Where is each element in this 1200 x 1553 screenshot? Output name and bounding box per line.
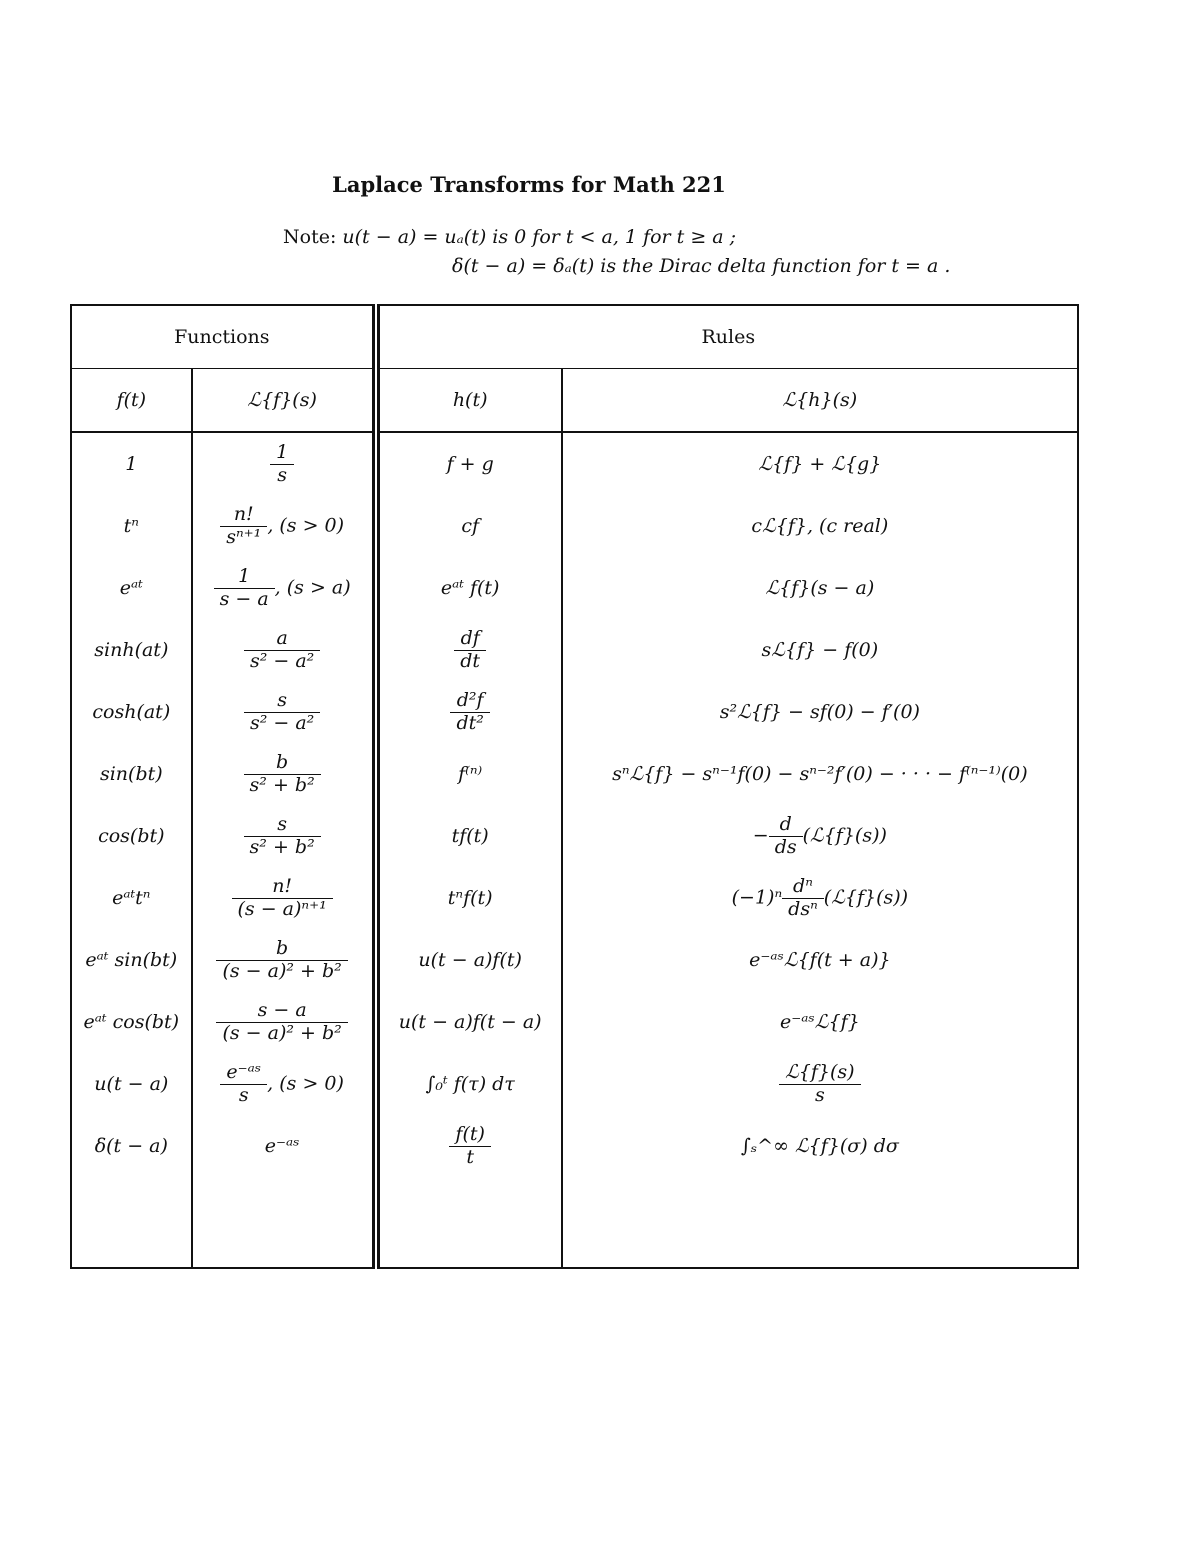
filler-cell	[562, 1177, 1078, 1268]
col-header-h: h(t)	[376, 369, 562, 433]
cell-lf-fraction	[244, 814, 321, 859]
header-functions: Functions	[71, 305, 376, 369]
cell-lh	[562, 867, 1078, 929]
cell-lh: ∫ₛ^∞ ℒ{f}(σ) dσ	[562, 1115, 1078, 1177]
cell-lf-numerator: s	[244, 690, 320, 713]
cell-lh: sⁿℒ{f} − sⁿ⁻¹f(0) − sⁿ⁻²f′(0) − · · · − f⁽ⁿ⁻¹⁾(0)	[562, 743, 1078, 805]
table-row	[71, 1115, 1078, 1177]
cell-lf-numerator: e⁻ᵃˢ	[220, 1062, 267, 1085]
table-row	[71, 929, 1078, 991]
cell-h	[376, 1115, 562, 1177]
cell-lh-numerator: ℒ{f}(s)	[779, 1062, 860, 1085]
cell-lf: e⁻ᵃˢ	[192, 1115, 376, 1177]
cell-h-denominator: t	[466, 1145, 474, 1168]
cell-lf-fraction	[244, 628, 320, 673]
cell-lh: e⁻ᵃˢℒ{f}	[562, 991, 1078, 1053]
filler-cell	[192, 1177, 376, 1268]
cell-lf	[192, 805, 376, 867]
cell-h: f⁽ⁿ⁾	[376, 743, 562, 805]
cell-lh-fraction	[769, 814, 803, 859]
cell-lh-suffix: (ℒ{f}(s))	[802, 824, 887, 846]
table-row	[71, 557, 1078, 619]
cell-lh-suffix: (ℒ{f}(s))	[823, 886, 909, 908]
table-row	[71, 991, 1078, 1053]
cell-lf-denominator: s − a	[219, 587, 269, 610]
cell-lf-fraction	[216, 1000, 347, 1045]
cell-lf-fraction	[232, 876, 333, 921]
cell-lh: cℒ{f}, (c real)	[562, 495, 1078, 557]
cell-lh: ℒ{f}(s − a)	[562, 557, 1078, 619]
table-row	[71, 681, 1078, 743]
cell-h-fraction	[450, 690, 489, 735]
cell-lf-denominator: s	[238, 1083, 249, 1106]
cell-lf	[192, 743, 376, 805]
cell-f: 1	[71, 432, 192, 495]
cell-h: tf(t)	[376, 805, 562, 867]
cell-lf-fraction	[220, 1062, 267, 1107]
note-unit-step: u(t − a) = uₐ(t) is 0 for t < a, 1 for t ≥ a ;	[342, 226, 737, 248]
cell-lf-condition: , (s > 0)	[267, 514, 345, 536]
cell-h	[376, 619, 562, 681]
cell-lf-fraction	[244, 752, 321, 797]
cell-f: δ(t − a)	[71, 1115, 192, 1177]
cell-lh	[562, 1053, 1078, 1115]
cell-h: f + g	[376, 432, 562, 495]
cell-lf-fraction	[214, 566, 275, 611]
cell-f: eᵃᵗ sin(bt)	[71, 929, 192, 991]
filler-row	[71, 1177, 1078, 1268]
cell-lf	[192, 991, 376, 1053]
cell-lh-fraction	[782, 876, 824, 921]
cell-lf	[192, 619, 376, 681]
table-row	[71, 805, 1078, 867]
cell-lh-prefix: −	[752, 824, 769, 846]
cell-lh: e⁻ᵃˢℒ{f(t + a)}	[562, 929, 1078, 991]
cell-h: u(t − a)f(t)	[376, 929, 562, 991]
note-line-2: δ(t − a) = δₐ(t) is the Dirac delta function for t = a .	[452, 255, 951, 277]
cell-lf	[192, 681, 376, 743]
cell-f: u(t − a)	[71, 1053, 192, 1115]
table-row	[71, 432, 1078, 495]
cell-lf-denominator: sⁿ⁺¹	[226, 525, 262, 548]
cell-lf-fraction	[244, 690, 320, 735]
cell-lf-numerator: a	[244, 628, 320, 651]
note-prefix: Note:	[283, 226, 337, 248]
cell-lf-condition: , (s > a)	[274, 576, 351, 598]
page-title: Laplace Transforms for Math 221	[332, 172, 726, 197]
cell-f: sin(bt)	[71, 743, 192, 805]
cell-lf-condition: , (s > 0)	[267, 1072, 344, 1094]
cell-lf	[192, 495, 376, 557]
group-header-row	[71, 305, 1078, 369]
cell-lf	[192, 1053, 376, 1115]
col-header-Lh: ℒ{h}(s)	[562, 369, 1078, 433]
cell-lf-fraction	[270, 442, 294, 487]
cell-lf	[192, 432, 376, 495]
cell-lf-numerator: n!	[220, 504, 267, 527]
col-header-Lf: ℒ{f}(s)	[192, 369, 376, 433]
table-row	[71, 619, 1078, 681]
cell-f: cos(bt)	[71, 805, 192, 867]
cell-lf-numerator: 1	[270, 442, 294, 465]
cell-h-numerator: d²f	[450, 690, 489, 713]
cell-lf-fraction	[216, 938, 347, 983]
cell-lf-numerator: s − a	[216, 1000, 347, 1023]
cell-lf-denominator: s	[277, 463, 287, 486]
cell-h: tⁿf(t)	[376, 867, 562, 929]
cell-h: cf	[376, 495, 562, 557]
cell-f: eᵃᵗ cos(bt)	[71, 991, 192, 1053]
cell-h: ∫₀ᵗ f(τ) dτ	[376, 1053, 562, 1115]
cell-h-denominator: dt	[460, 649, 481, 672]
cell-h	[376, 681, 562, 743]
cell-lf-numerator: 1	[214, 566, 275, 589]
cell-lf-denominator: (s − a)² + b²	[222, 1021, 342, 1044]
cell-lf	[192, 867, 376, 929]
cell-h-fraction	[454, 628, 486, 673]
table-row	[71, 867, 1078, 929]
cell-lf-numerator: b	[216, 938, 347, 961]
cell-f: tⁿ	[71, 495, 192, 557]
cell-lh: ℒ{f} + ℒ{g}	[562, 432, 1078, 495]
cell-lf-fraction	[220, 504, 267, 549]
cell-lh: s²ℒ{f} − sf(0) − f′(0)	[562, 681, 1078, 743]
cell-lf-denominator: s² + b²	[249, 773, 315, 796]
cell-lf-numerator: s	[244, 814, 321, 837]
header-rules: Rules	[376, 305, 1078, 369]
table-row	[71, 743, 1078, 805]
cell-lf	[192, 557, 376, 619]
cell-f: cosh(at)	[71, 681, 192, 743]
cell-lf-denominator: (s − a)² + b²	[222, 959, 342, 982]
table-body	[71, 432, 1078, 1268]
cell-lh-fraction	[779, 1062, 860, 1107]
cell-f: eᵃᵗ	[71, 557, 192, 619]
cell-f: eᵃᵗtⁿ	[71, 867, 192, 929]
cell-lh-numerator: d	[769, 814, 803, 837]
cell-lh	[562, 805, 1078, 867]
cell-h: eᵃᵗ f(t)	[376, 557, 562, 619]
cell-lf-denominator: s² − a²	[249, 649, 315, 672]
cell-lf-numerator: n!	[232, 876, 333, 899]
cell-lh-numerator: dⁿ	[782, 876, 824, 899]
cell-lf-denominator: s² − a²	[249, 711, 315, 734]
cell-lf-denominator: s² + b²	[249, 835, 315, 858]
cell-lh-denominator: dsⁿ	[788, 897, 818, 920]
cell-lh-prefix: (−1)ⁿ	[731, 886, 783, 908]
cell-h-numerator: df	[454, 628, 486, 651]
cell-h-denominator: dt²	[456, 711, 484, 734]
cell-lh-denominator: ds	[774, 835, 797, 858]
cell-lf	[192, 929, 376, 991]
filler-cell	[71, 1177, 192, 1268]
cell-lf-numerator: b	[244, 752, 321, 775]
cell-h: u(t − a)f(t − a)	[376, 991, 562, 1053]
note-line-1	[283, 226, 736, 248]
col-header-f: f(t)	[71, 369, 192, 433]
table-row	[71, 495, 1078, 557]
cell-h-numerator: f(t)	[449, 1124, 491, 1147]
cell-f: sinh(at)	[71, 619, 192, 681]
cell-lf-denominator: (s − a)ⁿ⁺¹	[237, 897, 327, 920]
laplace-table	[70, 304, 1079, 1269]
cell-lh: sℒ{f} − f(0)	[562, 619, 1078, 681]
cell-h-fraction	[449, 1124, 491, 1169]
table-row	[71, 1053, 1078, 1115]
cell-lh-denominator: s	[814, 1083, 825, 1106]
column-header-row	[71, 369, 1078, 433]
filler-cell	[376, 1177, 562, 1268]
